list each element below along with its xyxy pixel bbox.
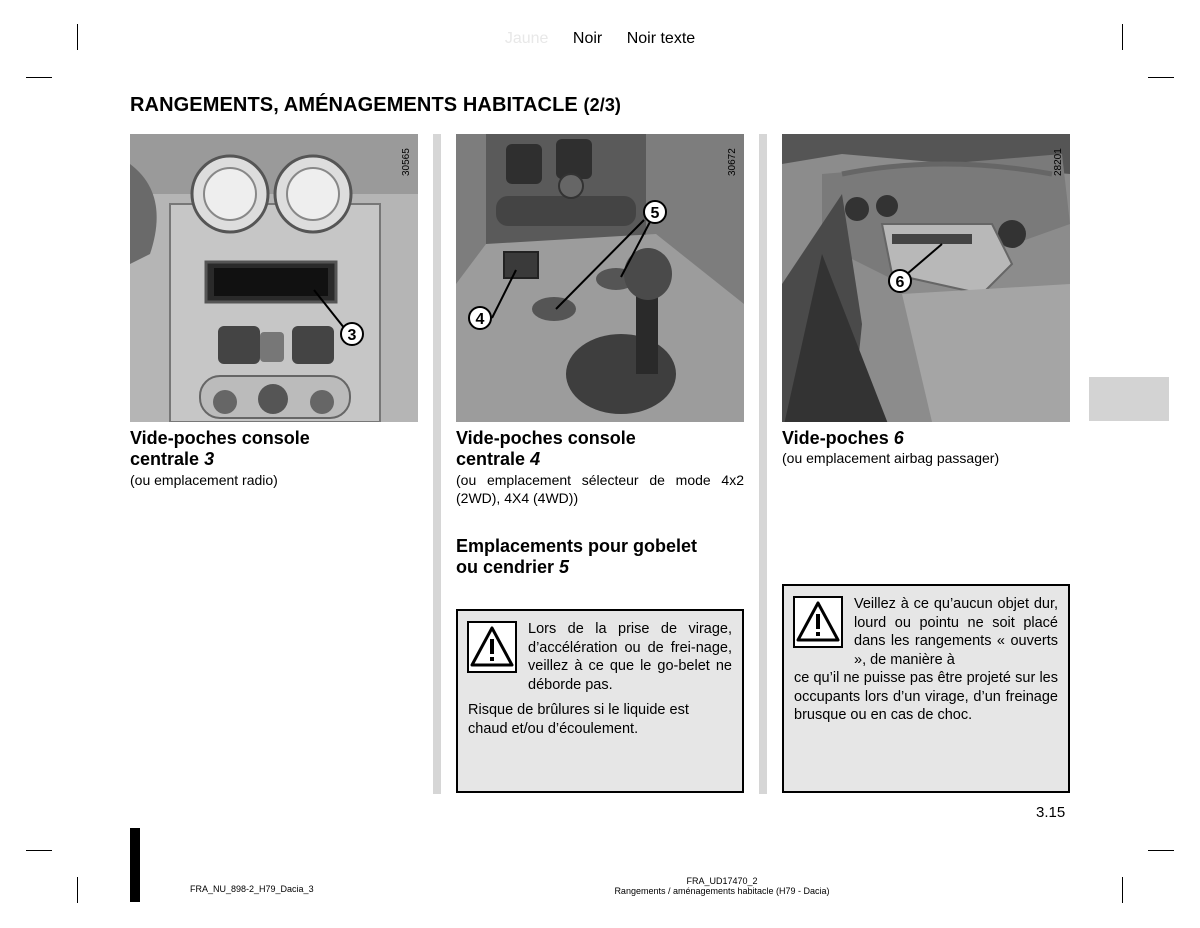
callout-6: 6 [895,274,905,291]
warning-intro-text: Veillez à ce qu’aucun objet dur, lourd ou pointu ne soit placé dans les rangements « ouverts », de manière à [854,596,1058,668]
page-title [130,94,621,117]
callout-3: 3 [347,327,357,344]
page-title-main: RANGEMENTS, AMÉNAGEMENTS HABITACLE [130,94,578,116]
crop-mark [1148,850,1174,851]
color-label-noir: Noir [572,30,603,47]
page-number: 3.15 [1036,804,1066,821]
warning-intro-text: Lors de la prise de virage, d’accélération ou de frei-nage, veillez à ce que le go-belet ne déborde pas. [528,621,732,693]
callout-5: 5 [650,205,660,222]
heading-gobelet-cendrier: Emplacements pour gobelet ou cendrier 5 [456,536,698,577]
warning-box-gobelet [456,609,744,793]
page-title-suffix: (2/3) [583,95,622,115]
registration-bar [130,828,140,902]
section-tab [1089,377,1169,421]
warning-triangle-icon [467,621,517,673]
column-separator [759,134,767,794]
subtext-airbag: (ou emplacement airbag passager) [782,450,1000,466]
photo-code: 30565 [401,148,412,176]
heading-vide-poches-6: Vide-poches 6 [782,428,904,448]
photo-center-console-radio [130,134,418,422]
subtext-radio: (ou emplacement radio) [130,472,278,488]
warning-triangle-icon [793,596,843,648]
subtext-mode-selector: (ou emplacement sélecteur de mode 4x2 (2WD), 4X4 (4WD)) [456,472,744,506]
crop-mark [26,850,52,851]
footer-center-code: FRA_UD17470_2 [686,876,758,886]
crop-mark [77,877,78,903]
warning-body-text: Risque de brûlures si le liquide est chaud et/ou d’écoulement. [468,702,689,737]
color-separation-labels [0,30,1200,48]
footer-left-code: FRA_NU_898-2_H79_Dacia_3 [190,884,314,894]
photo-glovebox [782,134,1070,422]
column-separator [433,134,441,794]
crop-mark [26,77,52,78]
footer-center-title: Rangements / aménagements habitacle (H79 - Dacia) [614,886,830,896]
callout-4: 4 [475,311,485,328]
photo-gear-console [456,134,744,422]
color-label-noir-texte: Noir texte [626,30,696,47]
warning-box-objects [782,584,1070,793]
photo-code: 30672 [727,148,738,176]
heading-vide-poches-3: Vide-poches console centrale 3 [130,428,310,469]
footer-center [522,876,922,896]
warning-body-text: ce qu’il ne puisse pas être projeté sur les occupants lors d’un virage, d’un freinage brusque ou en cas de choc. [794,670,1058,723]
photo-code: 28201 [1053,148,1064,176]
heading-vide-poches-4: Vide-poches console centrale 4 [456,428,636,469]
crop-mark [1122,877,1123,903]
color-label-jaune: Jaune [504,30,549,47]
crop-mark [1148,77,1174,78]
